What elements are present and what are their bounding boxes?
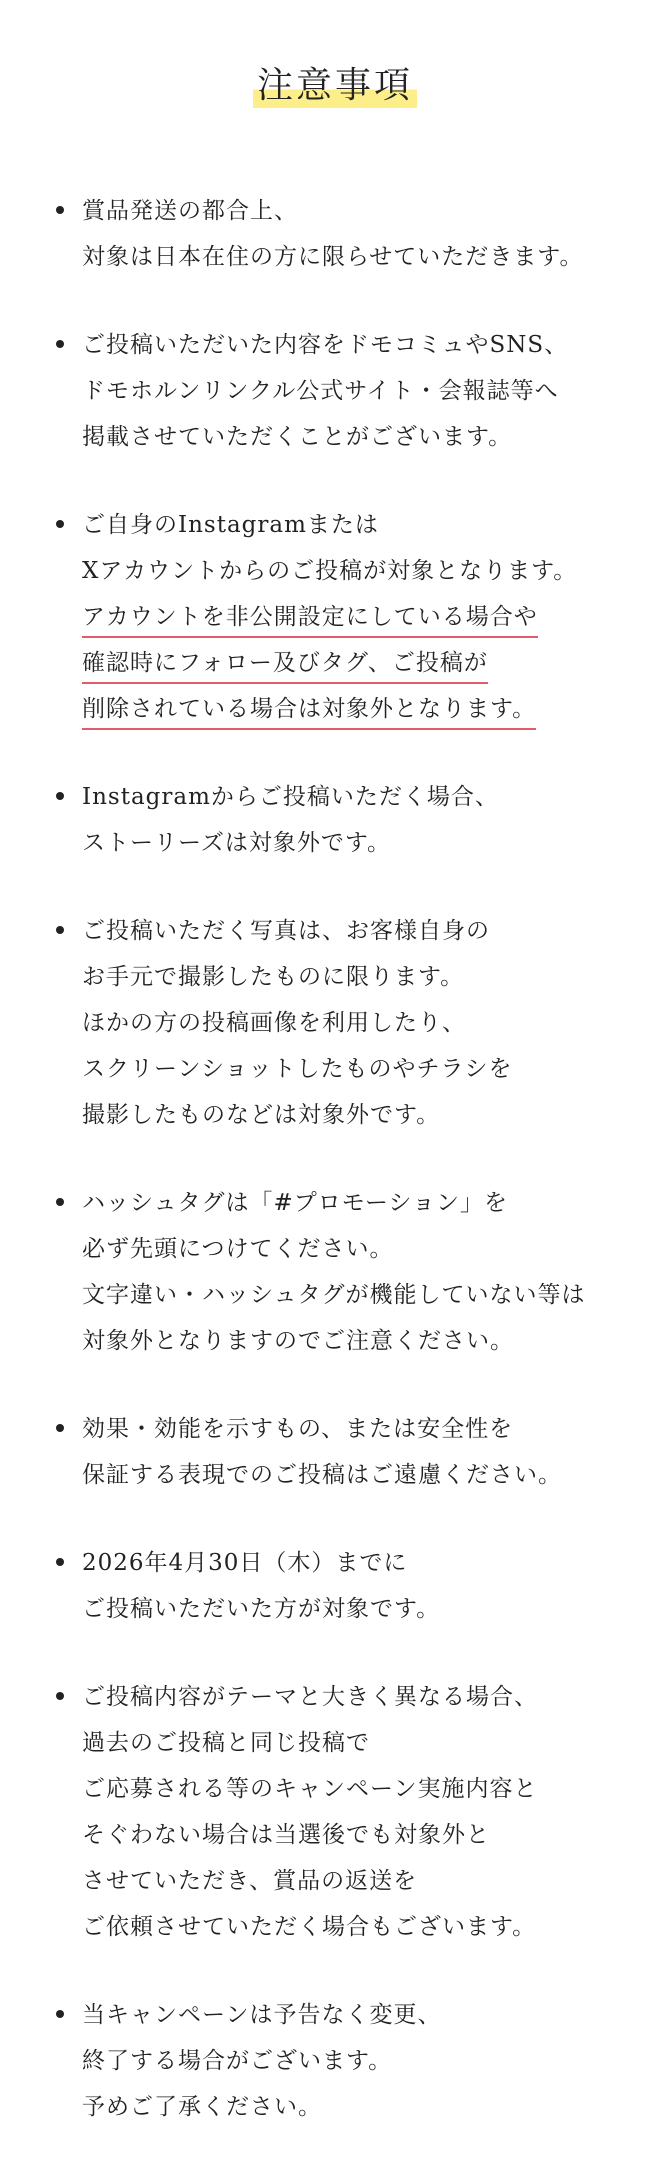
- notice-line-text: ストーリーズは対象外です。: [82, 830, 392, 856]
- notice-line: [82, 548, 652, 594]
- notice-line: [82, 1226, 652, 1272]
- notice-line-text: ご自身のInstagramまたは: [82, 512, 379, 538]
- notice-line: [82, 1586, 652, 1632]
- notice-line-text: ご依頼させていただく場合もございます。: [82, 1914, 537, 1940]
- notice-line: [82, 234, 652, 280]
- notice-line-text: 保証する表現でのご投稿はご遠慮ください。: [82, 1462, 562, 1488]
- notice-line: [82, 2038, 652, 2084]
- notice-line-text: Instagramからご投稿いただく場合、: [82, 784, 499, 810]
- notice-line: [82, 820, 652, 866]
- notice-line: [82, 774, 652, 820]
- notice-line: [82, 2084, 652, 2130]
- notice-item: [52, 774, 652, 866]
- notice-line-text: 賞品発送の都合上、: [82, 198, 298, 224]
- notice-line: [82, 368, 652, 414]
- notice-line-text: 終了する場合がございます。: [82, 2048, 393, 2074]
- bullet-dot-icon: [56, 340, 64, 348]
- bullet-dot-icon: [56, 1198, 64, 1206]
- notice-item: [52, 1674, 652, 1950]
- notice-line-text: スクリーンショットしたものやチラシを: [82, 1056, 513, 1082]
- notice-line-text: そぐわない場合は当選後でも対象外と: [82, 1822, 490, 1848]
- notice-line-text-underlined: 確認時にフォロー及びタグ、ご投稿が: [82, 650, 488, 684]
- page-title: 注意事項: [253, 64, 417, 108]
- notice-line: [82, 1000, 652, 1046]
- notice-line-text: ご投稿いただいた内容をドモコミュやSNS、: [82, 332, 569, 358]
- notice-line-text: 対象は日本在住の方に限らせていただきます。: [82, 244, 584, 270]
- notice-line-text: ご投稿いただく写真は、お客様自身の: [82, 918, 490, 944]
- notice-line: [82, 1406, 652, 1452]
- notice-line-text: 撮影したものなどは対象外です。: [82, 1102, 441, 1128]
- notice-item: [52, 908, 652, 1138]
- notice-item: [52, 1540, 652, 1632]
- notice-line-text: Xアカウントからのご投稿が対象となります。: [82, 558, 578, 584]
- notice-line: [82, 1452, 652, 1498]
- notice-line: [82, 1812, 652, 1858]
- notice-line: [82, 640, 652, 686]
- notice-line-text: 効果・効能を示すもの、または安全性を: [82, 1416, 514, 1442]
- notice-line-text: ほかの方の投稿画像を利用したり、: [82, 1010, 466, 1036]
- notice-line-text: 予めご了承ください。: [82, 2094, 322, 2120]
- bullet-dot-icon: [56, 792, 64, 800]
- notice-line-text: ドモホルンリンクル公式サイト・会報誌等へ: [82, 378, 559, 404]
- bullet-dot-icon: [56, 926, 64, 934]
- notice-item: [52, 1406, 652, 1498]
- notice-item: [52, 502, 652, 732]
- notice-line-text: ハッシュタグは「#プロモーション」を: [82, 1190, 508, 1216]
- bullet-dot-icon: [56, 1692, 64, 1700]
- notice-line-text: させていただき、賞品の返送を: [82, 1868, 418, 1894]
- bullet-dot-icon: [56, 206, 64, 214]
- notice-line-text: ご応募される等のキャンペーン実施内容と: [82, 1776, 538, 1802]
- title-wrap: [0, 64, 670, 108]
- notice-line: [82, 502, 652, 548]
- notice-line: [82, 188, 652, 234]
- notice-line-text-underlined: 削除されている場合は対象外となります。: [82, 696, 536, 730]
- notice-line: [82, 1858, 652, 1904]
- notice-line: [82, 1046, 652, 1092]
- notice-line-text: 2026年4月30日（木）までに: [82, 1550, 408, 1576]
- notice-line: [82, 686, 652, 732]
- notice-line: [82, 1180, 652, 1226]
- notice-item: [52, 1180, 652, 1364]
- notice-line: [82, 1674, 652, 1720]
- bullet-dot-icon: [56, 2010, 64, 2018]
- notice-list: [52, 188, 652, 2172]
- bullet-dot-icon: [56, 1558, 64, 1566]
- notice-line: [82, 414, 652, 460]
- bullet-dot-icon: [56, 1424, 64, 1432]
- notice-line: [82, 1318, 652, 1364]
- notice-line-text: ご投稿いただいた方が対象です。: [82, 1596, 441, 1622]
- notice-item: [52, 322, 652, 460]
- notice-line: [82, 1540, 652, 1586]
- notice-line-text: 掲載させていただくことがございます。: [82, 424, 513, 450]
- notice-line-text: 対象外となりますのでご注意ください。: [82, 1328, 514, 1354]
- notice-line: [82, 1766, 652, 1812]
- notice-line: [82, 1272, 652, 1318]
- notice-line-text: 必ず先頭につけてください。: [82, 1236, 394, 1262]
- notice-line: [82, 1904, 652, 1950]
- notice-item: [52, 188, 652, 280]
- notice-line: [82, 322, 652, 368]
- bullet-dot-icon: [56, 520, 64, 528]
- notice-item: [52, 1992, 652, 2130]
- notice-line: [82, 908, 652, 954]
- notice-line: [82, 1092, 652, 1138]
- notice-line-text: 文字違い・ハッシュタグが機能していない等は: [82, 1282, 586, 1308]
- notice-line-text: 過去のご投稿と同じ投稿で: [82, 1730, 370, 1756]
- notice-line-text: ご投稿内容がテーマと大きく異なる場合、: [82, 1684, 538, 1710]
- notice-line: [82, 1720, 652, 1766]
- notice-line-text: お手元で撮影したものに限ります。: [82, 964, 465, 990]
- notice-line-text-underlined: アカウントを非公開設定にしている場合や: [82, 604, 538, 638]
- notice-line: [82, 1992, 652, 2038]
- notice-line: [82, 954, 652, 1000]
- notice-line: [82, 594, 652, 640]
- notice-line-text: 当キャンペーンは予告なく変更、: [82, 2002, 442, 2028]
